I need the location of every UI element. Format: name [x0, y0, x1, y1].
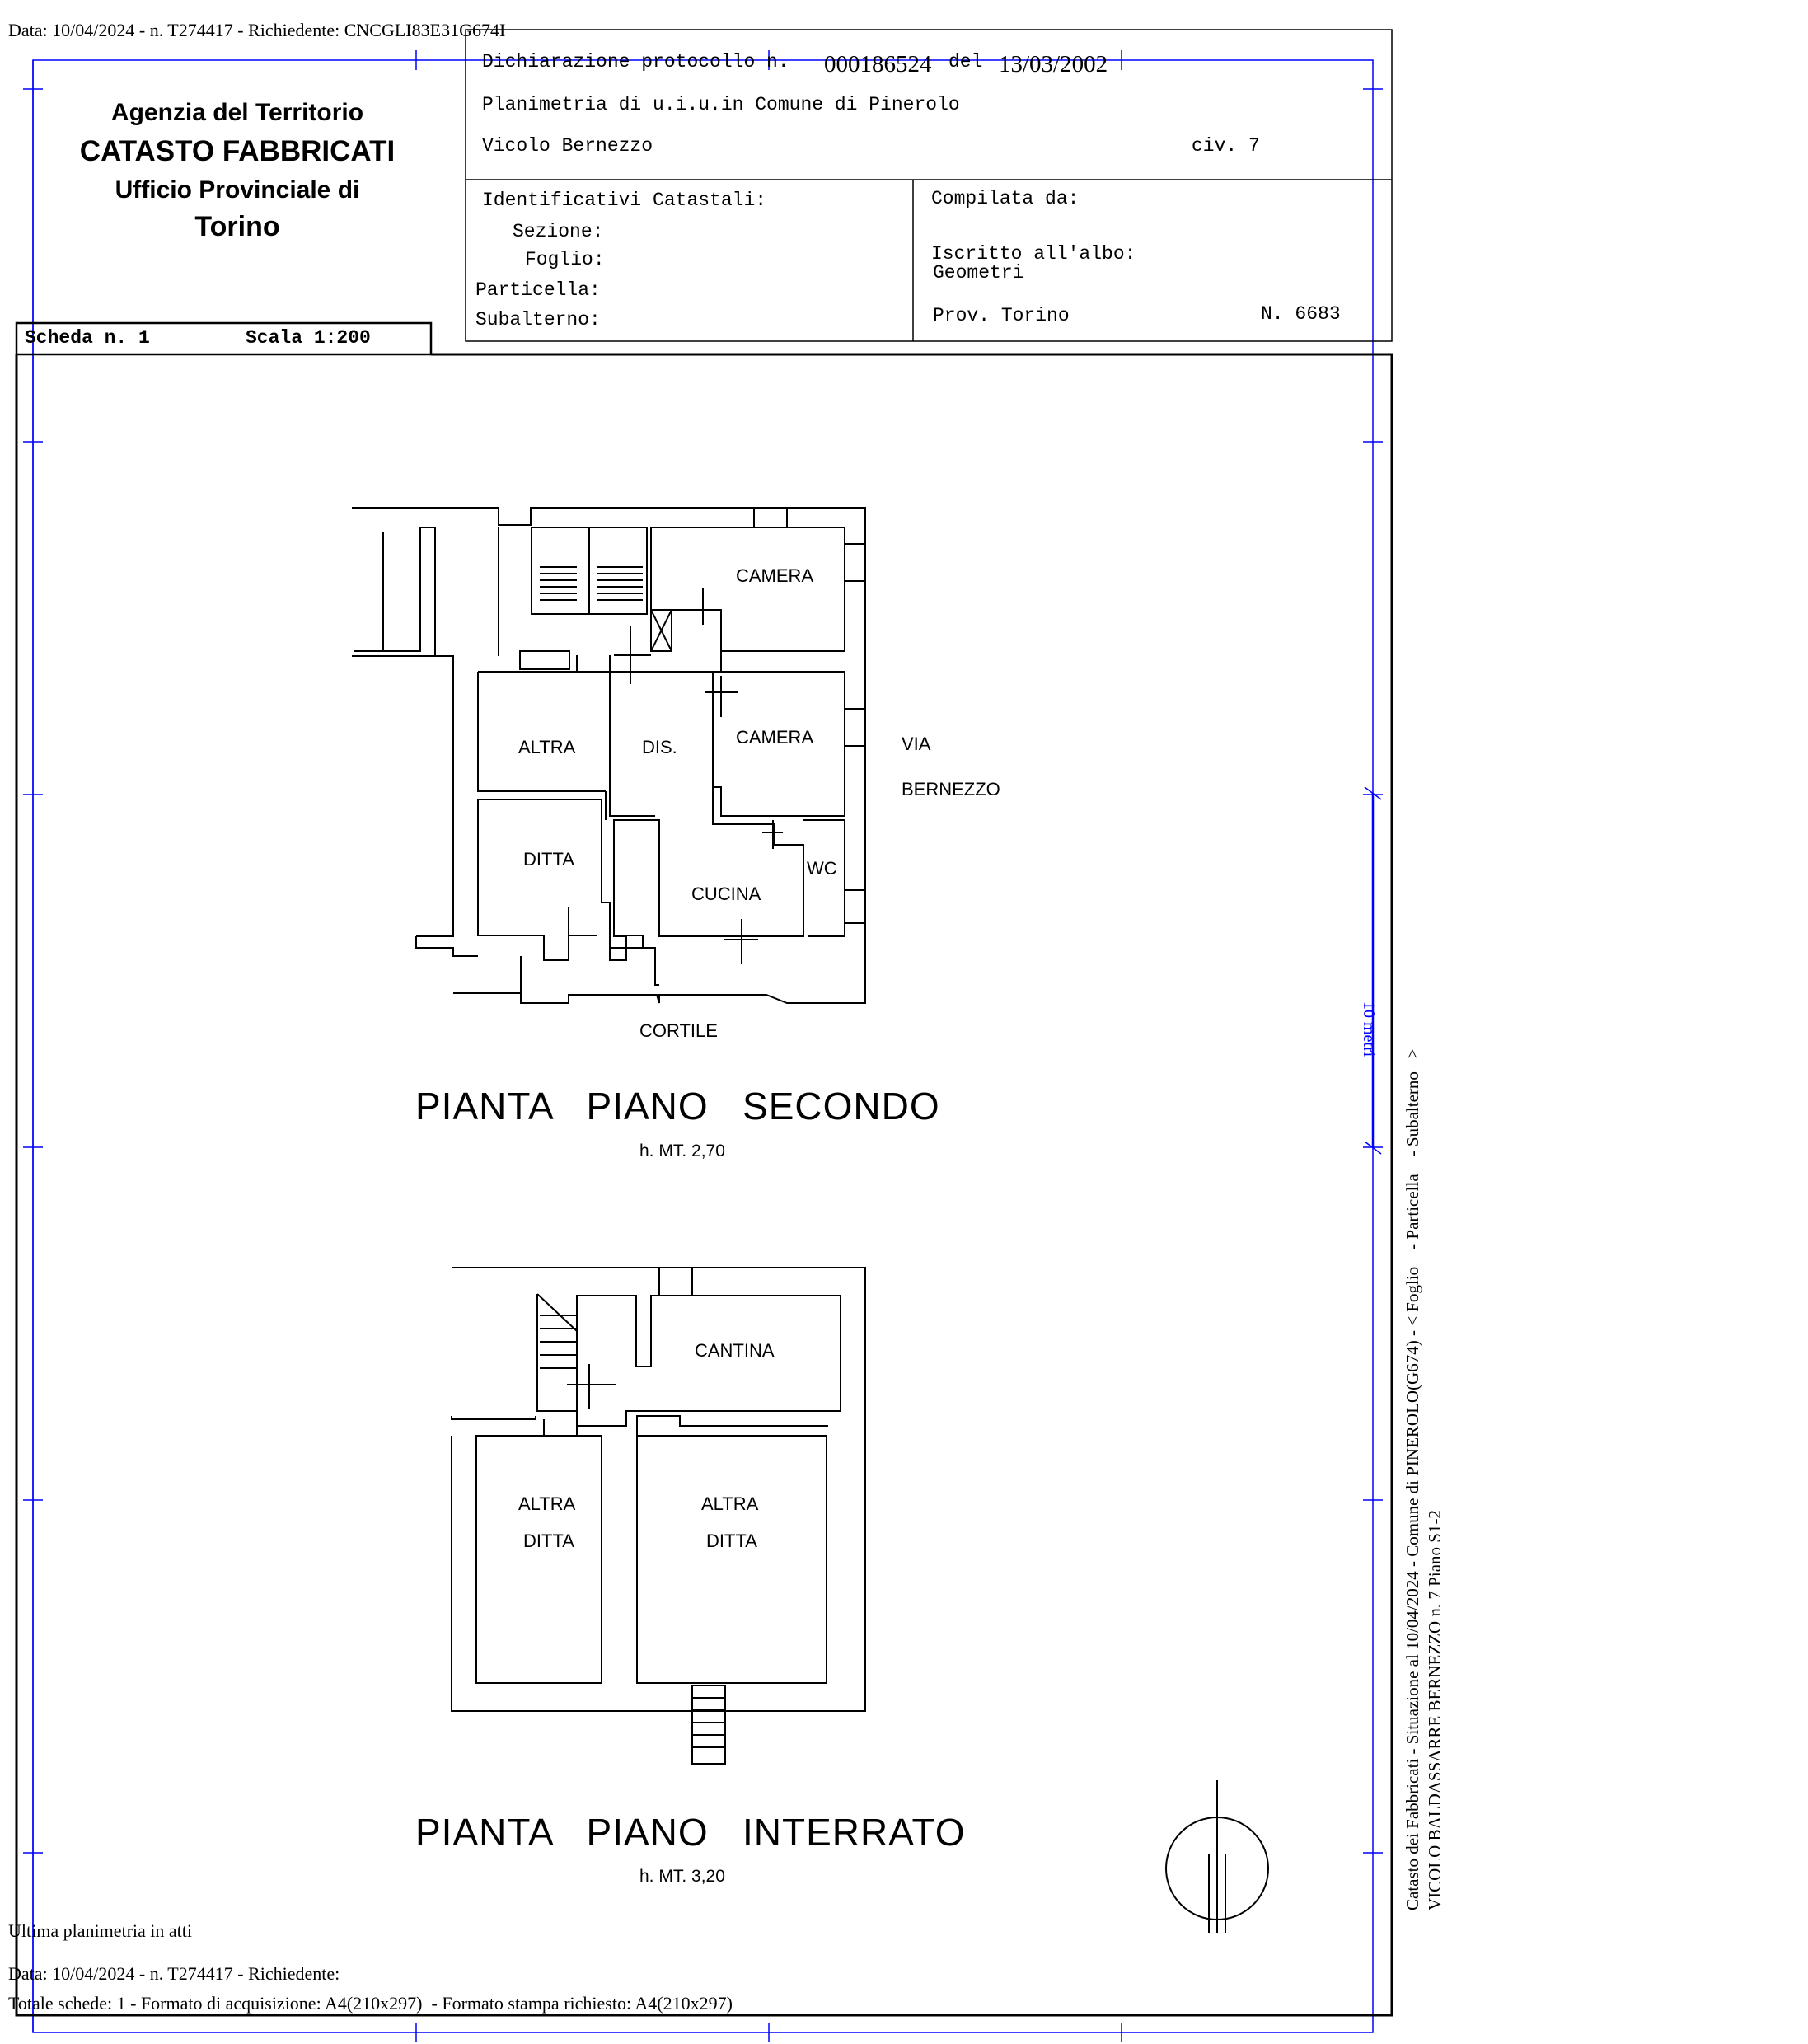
room-camera-1: CAMERA: [736, 565, 814, 586]
agency-line2: CATASTO FABBRICATI: [79, 135, 396, 167]
side-text-line1: Catasto dei Fabbricati - Situazione al 10/04/2024 - Comune di PINEROLO(G674) - < Foglio - Particella - Subalterno >: [1403, 1048, 1422, 1910]
compilata-title: Compilata da:: [931, 188, 1080, 209]
piano-interrato-title: PIANTA PIANO INTERRATO: [415, 1811, 966, 1854]
agency-line4: Torino: [194, 211, 280, 242]
protocol-date: 13/03/2002: [999, 51, 1108, 77]
foglio-label: Foglio:: [525, 249, 605, 270]
room-ditta: DITTA: [523, 849, 574, 870]
address: Vicolo Bernezzo: [482, 135, 653, 157]
albo-value: Geometri: [933, 262, 1024, 284]
identificativi-title: Identificativi Catastali:: [482, 190, 767, 211]
footer-ultima: Ultima planimetria in atti: [8, 1920, 192, 1941]
agency-line3: Ufficio Provinciale di: [115, 176, 360, 204]
room-ditta-1: DITTA: [523, 1531, 574, 1551]
piano-secondo-title: PIANTA PIANO SECONDO: [415, 1085, 940, 1127]
registration-number: N. 6683: [1261, 303, 1341, 325]
civic-number: civ. 7: [1192, 135, 1260, 157]
footer-data-line: Data: 10/04/2024 - n. T274417 - Richiedente:: [8, 1963, 340, 1984]
scheda-label: Scheda n. 1: [25, 327, 150, 349]
north-arrow-icon: [1166, 1780, 1268, 1933]
subalterno-label: Subalterno:: [475, 309, 601, 331]
sezione-label: Sezione:: [513, 221, 604, 242]
room-cucina: CUCINA: [691, 884, 761, 904]
scale-bar-label: 10 metri: [1360, 1001, 1378, 1057]
room-altra-1: ALTRA: [518, 1493, 576, 1514]
room-camera-2: CAMERA: [736, 727, 814, 748]
room-altra-2: ALTRA: [701, 1493, 759, 1514]
top-request-line: Data: 10/04/2024 - n. T274417 - Richiedente: CNCGLI83E31G674I: [8, 20, 506, 40]
room-wc: WC: [807, 858, 837, 879]
del-label: del: [948, 51, 983, 73]
street-bernezzo: BERNEZZO: [902, 779, 1000, 799]
side-text-line2: VICOLO BALDASSARRE BERNEZZO n. 7 Piano S1-2: [1425, 1510, 1445, 1910]
agency-line1: Agenzia del Territorio: [110, 99, 364, 126]
planimetria-line: Planimetria di u.i.u.in Comune di Pinerolo: [482, 94, 960, 115]
province-value: Prov. Torino: [933, 305, 1070, 326]
scala-label: Scala 1:200: [246, 327, 371, 349]
plan-piano-interrato: [452, 1268, 865, 1764]
street-via: VIA: [902, 734, 931, 754]
blue-frame: [23, 50, 1383, 2042]
footer-totale: Totale schede: 1 - Formato di acquisizione: A4(210x297) - Formato stampa richiesto: A4(210x297): [8, 1993, 733, 2014]
room-cantina: CANTINA: [695, 1340, 775, 1361]
dichiarazione-label: Dichiarazione protocollo n.: [482, 51, 789, 73]
piano-secondo-height: h. MT. 2,70: [639, 1142, 725, 1160]
iscritto-label: Iscritto all'albo:: [931, 243, 1136, 265]
room-ditta-2: DITTA: [706, 1531, 757, 1551]
area-cortile: CORTILE: [639, 1020, 718, 1041]
piano-interrato-height: h. MT. 3,20: [639, 1867, 725, 1886]
protocol-number: 000186524: [824, 51, 932, 77]
room-altra: ALTRA: [518, 737, 576, 757]
room-dis: DIS.: [642, 737, 677, 757]
particella-label: Particella:: [475, 279, 601, 301]
